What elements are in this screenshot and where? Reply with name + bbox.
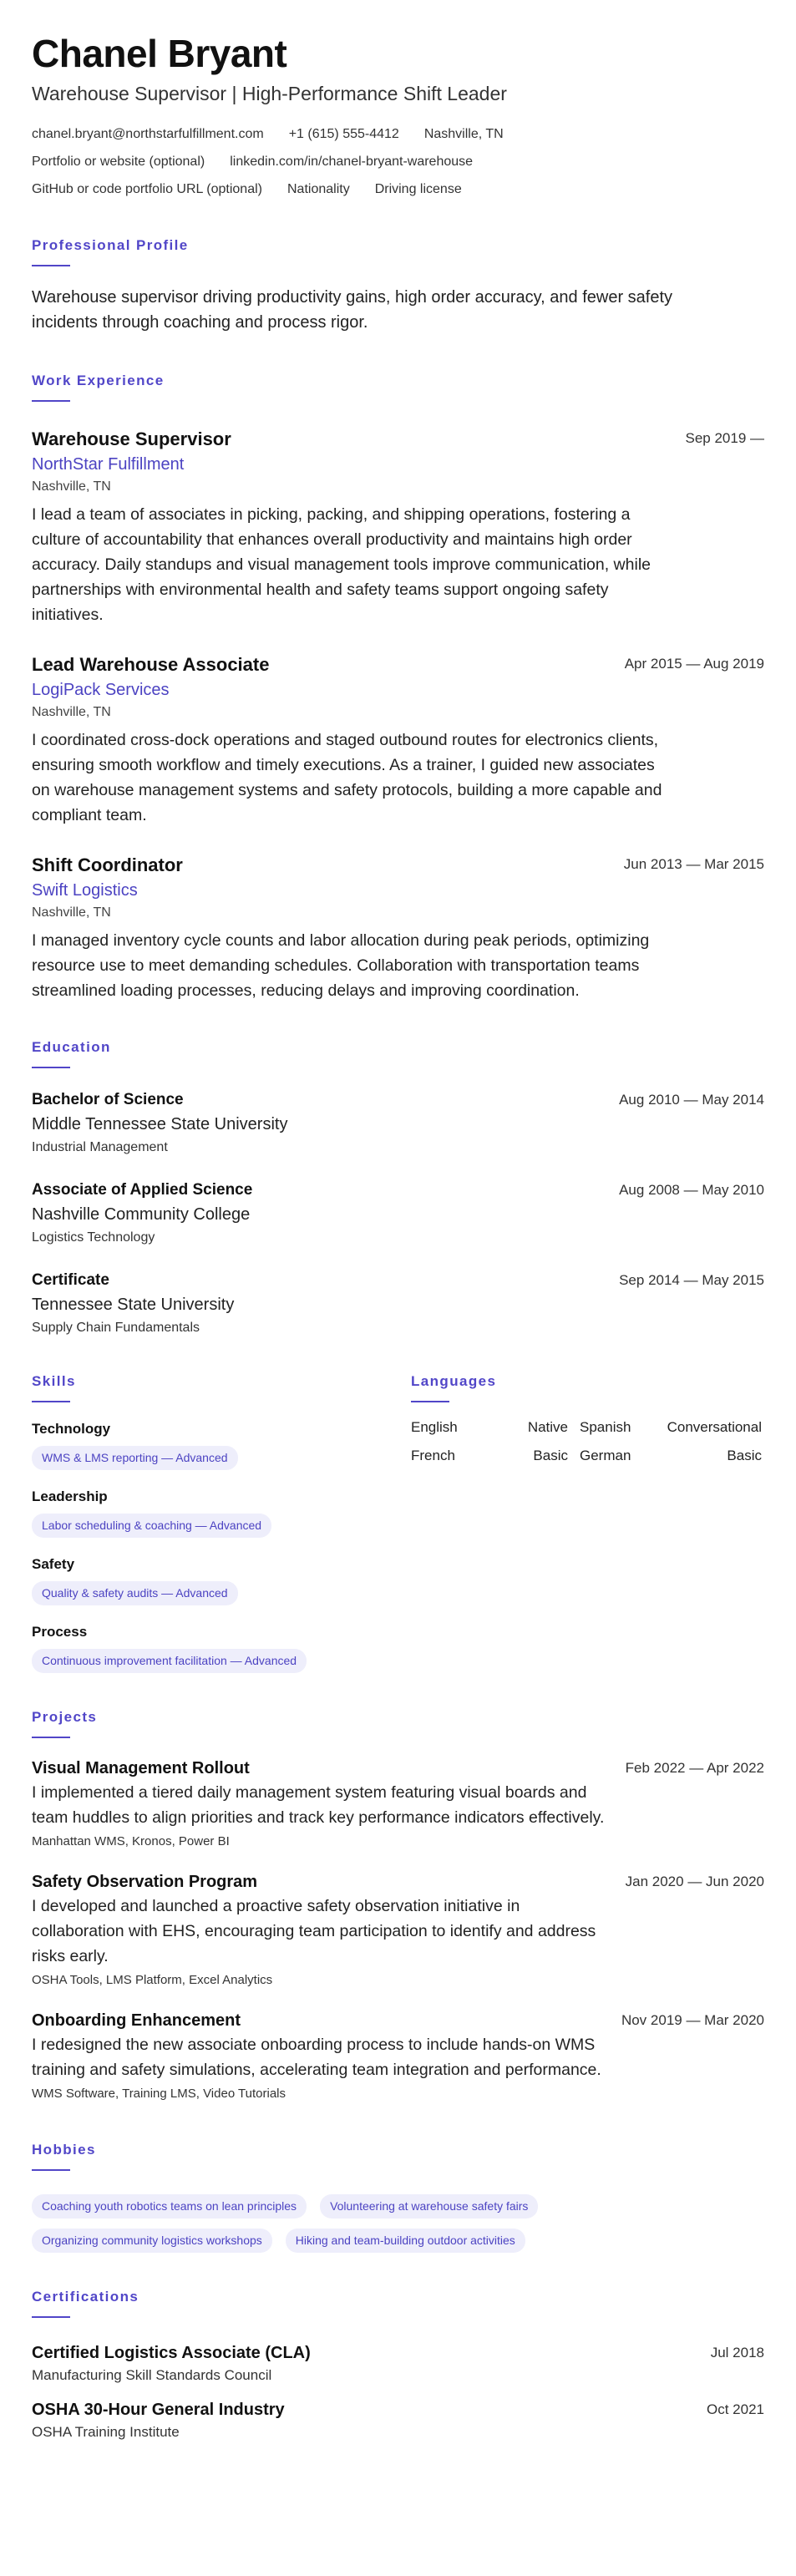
skill-group <box>32 1554 411 1605</box>
hobby-chip: Organizing community logistics workshops <box>32 2229 272 2253</box>
section-title: Professional Profile <box>32 237 189 253</box>
field-of-study: Supply Chain Fundamentals <box>32 1321 200 1335</box>
section-divider <box>32 2169 70 2171</box>
education-entry <box>32 1088 764 1159</box>
skill-chip: WMS & LMS reporting — Advanced <box>32 1446 238 1470</box>
email-link[interactable]: chanel.bryant@northstarfulfillment.com <box>32 126 264 141</box>
job-title: Warehouse Supervisor <box>32 428 231 449</box>
skills-section <box>32 1372 411 1673</box>
section-divider <box>411 1401 449 1402</box>
language-level: Conversational <box>667 1419 762 1435</box>
field-of-study: Logistics Technology <box>32 1230 155 1245</box>
project-tech: Manhattan WMS, Kronos, Power BI <box>32 1834 230 1848</box>
section-divider <box>32 400 70 402</box>
job-location: Nashville, TN <box>32 905 111 920</box>
project-entry <box>32 1870 764 1990</box>
section-title: Work Experience <box>32 373 165 388</box>
certification-entry <box>32 2341 764 2386</box>
skill-category: Safety <box>32 1556 75 1572</box>
field-of-study: Industrial Management <box>32 1140 168 1154</box>
school: Nashville Community College <box>32 1205 251 1224</box>
section-divider <box>32 265 70 266</box>
project-title: Safety Observation Program <box>32 1873 258 1891</box>
skills-languages-row <box>32 1372 764 1673</box>
headline: Warehouse Supervisor | High-Performance Shift Leader <box>32 83 507 104</box>
hobby-chip: Coaching youth robotics teams on lean principles <box>32 2194 307 2219</box>
portfolio-link[interactable]: Portfolio or website (optional) <box>32 154 205 169</box>
projects-section <box>32 1708 764 2104</box>
project-entry <box>32 2009 764 2104</box>
nationality: Nationality <box>286 181 350 196</box>
job-description: I coordinated cross-dock operations and staged outbound routes for electronics clients, ensuring smooth workflow and timely executions. As a trainer, I guided new associates on warehouse management systems and safety protocols, building a more capable and compliant team. <box>32 731 662 824</box>
job-entry <box>32 853 764 1003</box>
profile-section <box>32 236 764 335</box>
education-section <box>32 1038 764 1339</box>
section-divider <box>32 1737 70 1738</box>
project-tech: WMS Software, Training LMS, Video Tutorials <box>32 2087 286 2101</box>
project-dates: Jan 2020 — Jun 2020 <box>625 1874 764 1889</box>
phone-number[interactable]: +1 (615) 555-4412 <box>288 126 399 141</box>
certification-name: OSHA 30-Hour General Industry <box>32 2401 285 2419</box>
candidate-name: Chanel Bryant <box>32 32 287 75</box>
school: Middle Tennessee State University <box>32 1115 288 1133</box>
job-company: LogiPack Services <box>32 681 170 699</box>
driving-license: Driving license <box>374 181 462 196</box>
project-tech: OSHA Tools, LMS Platform, Excel Analytics <box>32 1973 273 1987</box>
certifications-section <box>32 2288 764 2443</box>
certification-issuer: Manufacturing Skill Standards Council <box>32 2367 272 2383</box>
hobby-chip: Volunteering at warehouse safety fairs <box>320 2194 538 2219</box>
certification-name: Certified Logistics Associate (CLA) <box>32 2344 311 2362</box>
section-title: Projects <box>32 1709 98 1725</box>
job-location: Nashville, TN <box>32 705 111 719</box>
certification-issuer: OSHA Training Institute <box>32 2424 180 2440</box>
languages-grid <box>411 1419 764 1464</box>
education-entry <box>32 1179 764 1249</box>
job-company: Swift Logistics <box>32 881 138 900</box>
degree: Certificate <box>32 1271 109 1289</box>
hobby-chip: Hiking and team-building outdoor activities <box>286 2229 525 2253</box>
job-company: NorthStar Fulfillment <box>32 455 185 474</box>
certification-date: Oct 2021 <box>707 2401 764 2417</box>
language-name: Spanish <box>580 1419 631 1435</box>
language-name: German <box>580 1448 631 1463</box>
certification-entry <box>32 2398 764 2443</box>
profile-summary: Warehouse supervisor driving productivity gains, high order accuracy, and fewer safety incidents through coaching and process rigor. <box>32 288 673 332</box>
location: Nashville, TN <box>423 126 504 141</box>
section-divider <box>32 1401 70 1402</box>
education-entry <box>32 1269 764 1339</box>
skill-category: Process <box>32 1624 88 1640</box>
section-title: Education <box>32 1039 111 1055</box>
linkedin-link[interactable]: linkedin.com/in/chanel-bryant-warehouse <box>230 154 474 169</box>
job-location: Nashville, TN <box>32 479 111 494</box>
job-dates: Sep 2019 — <box>685 430 764 446</box>
hobby-list <box>32 2184 764 2253</box>
project-dates: Nov 2019 — Mar 2020 <box>621 2012 764 2028</box>
skill-group <box>32 1487 411 1538</box>
section-title: Hobbies <box>32 2142 96 2158</box>
hobbies-section <box>32 2141 764 2253</box>
project-title: Onboarding Enhancement <box>32 2011 241 2030</box>
skill-chip: Labor scheduling & coaching — Advanced <box>32 1514 271 1538</box>
skill-group <box>32 1419 411 1470</box>
school: Tennessee State University <box>32 1296 235 1314</box>
job-dates: Apr 2015 — Aug 2019 <box>624 656 764 672</box>
job-title: Lead Warehouse Associate <box>32 654 270 675</box>
certification-date: Jul 2018 <box>710 2345 764 2360</box>
contact-block <box>32 120 764 203</box>
education-dates: Aug 2010 — May 2014 <box>619 1092 764 1108</box>
project-title: Visual Management Rollout <box>32 1759 250 1777</box>
contact-row <box>32 175 764 203</box>
language-level: Native <box>527 1419 568 1435</box>
contact-row <box>32 120 764 148</box>
skill-category: Technology <box>32 1421 111 1437</box>
language-name: French <box>411 1448 455 1463</box>
github-link[interactable]: GitHub or code portfolio URL (optional) <box>32 181 262 196</box>
job-entry <box>32 652 764 828</box>
section-title: Languages <box>411 1373 497 1389</box>
job-description: I lead a team of associates in picking, packing, and shipping operations, fostering a culture of accountability that enhances overall productivity and maintains high order accuracy. Daily standups and visual management tools improve communication, while partnerships with environmental health and safety teams support ongoing safety initiatives. <box>32 505 651 624</box>
project-description: I redesigned the new associate onboarding process to include hands-on WMS training and safety simulations, accelerating team integration and performance. <box>32 2036 601 2079</box>
section-title: Certifications <box>32 2289 139 2305</box>
project-entry <box>32 1757 764 1852</box>
job-description: I managed inventory cycle counts and labor allocation during peak periods, optimizing resource use to meet demanding schedules. Collaboration with transportation teams streamlined loading processes, reducing delays and improving coordination. <box>32 931 650 1000</box>
section-divider <box>32 1067 70 1068</box>
job-dates: Jun 2013 — Mar 2015 <box>623 856 764 872</box>
language-level: Basic <box>533 1448 568 1463</box>
project-description: I developed and launched a proactive safety observation initiative in collaboration with EHS, encouraging team participation to identify and address risks early. <box>32 1897 596 1965</box>
skill-chip: Quality & safety audits — Advanced <box>32 1581 238 1605</box>
job-entry <box>32 427 764 627</box>
degree: Bachelor of Science <box>32 1091 184 1108</box>
language-name: English <box>411 1419 458 1435</box>
skill-chip: Continuous improvement facilitation — Advanced <box>32 1649 307 1673</box>
language-level: Basic <box>727 1448 762 1463</box>
project-description: I implemented a tiered daily management system featuring visual boards and team huddles to align priorities and track key performance indicators effectively. <box>32 1783 605 1827</box>
languages-section <box>411 1372 764 1673</box>
job-title: Shift Coordinator <box>32 854 183 875</box>
section-title: Skills <box>32 1373 76 1389</box>
education-dates: Aug 2008 — May 2010 <box>619 1182 764 1198</box>
experience-section <box>32 372 764 1003</box>
degree: Associate of Applied Science <box>32 1181 253 1199</box>
education-dates: Sep 2014 — May 2015 <box>619 1272 764 1288</box>
project-dates: Feb 2022 — Apr 2022 <box>625 1760 764 1776</box>
contact-row <box>32 148 764 175</box>
section-divider <box>32 2316 70 2318</box>
skill-category: Leadership <box>32 1488 108 1504</box>
skill-group <box>32 1622 411 1673</box>
